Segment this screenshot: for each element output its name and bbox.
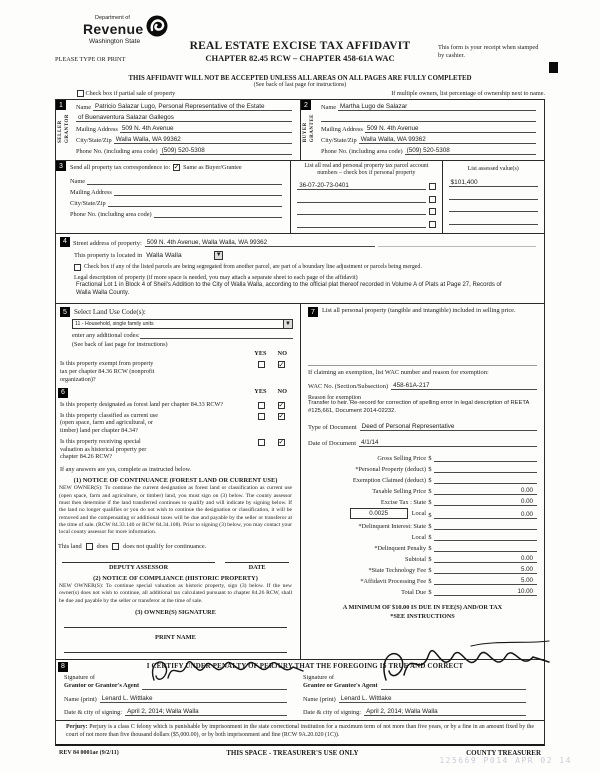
fee-row-total-due	[308, 585, 537, 596]
fee-row-processing-fee	[308, 574, 537, 585]
fee-value[interactable]	[434, 483, 537, 484]
fee-label: 0.0025 Local	[308, 508, 426, 519]
parcel-header: List all real and personal property tax parcel account numbers – check box if personal property	[304, 163, 429, 177]
exempt-yes-checkbox[interactable]	[258, 361, 265, 368]
deputy-assessor-label: DEPUTY ASSESSOR	[62, 562, 215, 571]
assessed-line-3[interactable]	[449, 204, 538, 212]
logo-revenue-text: Revenue	[83, 21, 144, 37]
exemption-divider	[308, 365, 537, 366]
grantee-date-city-label: Date & city of signing:	[303, 709, 362, 717]
print-name-line[interactable]	[64, 652, 287, 653]
dollar-sign: $	[428, 512, 432, 520]
fee-row-excise-local	[308, 506, 537, 519]
logo-dept-text: Department of	[95, 15, 130, 21]
perjury-notice	[56, 721, 544, 744]
checkmark-icon: ✓	[173, 162, 180, 172]
dollar-sign: $	[428, 488, 432, 496]
parcel-number-value[interactable]: 36-07-20-73-0401	[297, 182, 425, 190]
personal-property-column	[300, 304, 544, 659]
dollar-sign: $	[428, 567, 432, 575]
parcel-personal-checkbox-2[interactable]	[429, 196, 436, 203]
fee-label: Taxable Selling Price	[372, 488, 426, 496]
historic-no-checkbox[interactable]	[278, 439, 285, 446]
fee-row-gross	[308, 451, 537, 462]
assessed-value-column	[442, 161, 544, 233]
receipt-note: This form is your receipt when stamped by cashier.	[438, 44, 539, 59]
grantee-signature-block	[297, 674, 536, 716]
current-use-question: Is this property classified as current use (open space, farm and agricultural, or timber) land per chapter 84.34?	[60, 411, 158, 435]
grantor-date-city-label: Date & city of signing:	[64, 709, 123, 717]
fee-label: Excise Tax : State	[380, 499, 426, 507]
corr-city-value[interactable]	[108, 199, 283, 207]
minimum-due-note: A MINIMUM OF $10.00 IS DUE IN FEE(S) AND/OR TAX	[342, 604, 503, 612]
yes-header-6: YES	[254, 387, 267, 395]
fee-value[interactable]: 10.00	[434, 588, 537, 596]
send-correspondence-label: Send all property tax correspondence to:	[70, 164, 171, 172]
wac-number-label: WAC No. (Section/Subsection)	[308, 383, 389, 391]
grantee-name-print-value[interactable]: Lenard L. Wittlake	[339, 695, 526, 703]
corner-mark	[549, 62, 558, 73]
parcel-line-3[interactable]	[297, 207, 425, 215]
property-located-label: This property is located in	[74, 251, 143, 259]
buyer-city-label: City/State/Zip	[321, 137, 357, 145]
dollar-sign: $	[428, 578, 432, 586]
fee-value[interactable]	[434, 540, 537, 541]
wac-number-value[interactable]: 458-61A-217	[391, 382, 537, 390]
fee-value[interactable]	[434, 472, 537, 473]
land-use-title: Select Land Use Code(s):	[74, 308, 146, 317]
grantor-name-print-value[interactable]: Lenard L. Wittlake	[100, 695, 287, 703]
grantor-side-label: GRANTOR	[64, 114, 70, 144]
grantor-date-city-value[interactable]: April 2, 2014; Walla Walla	[125, 708, 287, 716]
reason-exemption-value[interactable]: Transfer to heir. Re-record for correction of spelling error in legal description of REETA #125,661, Document 2014-02232.	[308, 400, 530, 414]
county-treasurer-label: COUNTY TREASURER	[466, 749, 541, 758]
parcel-line-4[interactable]	[297, 220, 425, 228]
street-address-value[interactable]: 509 N. 4th Avenue, Walla Walla, WA 99362	[145, 239, 375, 247]
parcel-personal-checkbox-4[interactable]	[429, 221, 436, 228]
parcel-personal-checkbox-3[interactable]	[429, 208, 436, 215]
dollar-sign: $	[428, 545, 432, 553]
land-use-column	[56, 304, 300, 659]
local-rate-box[interactable]: 0.0025	[350, 508, 408, 519]
owners-signature-label: (3) OWNER(S) SIGNATURE	[135, 608, 216, 616]
buyer-name-line2-empty[interactable]	[321, 114, 536, 122]
fee-label: Exemption Claimed (deduct)	[352, 477, 426, 485]
assessed-header: List assessed value(s)	[467, 166, 519, 173]
grantee-side-label: GRANTEE	[309, 114, 315, 143]
land-use-dropdown[interactable]	[72, 319, 293, 329]
deputy-date-label: DATE	[225, 562, 289, 571]
chevron-down-icon: ▼	[215, 252, 222, 259]
land-use-dropdown-value: 11 - Household, single family units	[75, 321, 154, 328]
street-address-label: Street address of property:	[73, 239, 142, 247]
checkmark-icon: ✓	[278, 399, 285, 409]
seller-city-value[interactable]: Walla Walla, WA 99362	[114, 136, 292, 144]
assessed-line-2[interactable]	[449, 192, 538, 200]
buyer-side-label: BUYER	[303, 122, 308, 143]
buyer-name-value[interactable]: Martha Lugo de Salazar	[338, 103, 536, 111]
additional-codes-value[interactable]	[140, 332, 293, 339]
grantor-signature-label: Signature of Grantor or Grantor's Agent	[64, 673, 140, 690]
date-document-value[interactable]: 4/1/14	[359, 439, 537, 447]
forest-land-question: Is this property designated as forest land per chapter 84.33 RCW?	[60, 400, 224, 408]
corr-mailing-value[interactable]	[114, 188, 282, 196]
section-4-number: 4	[60, 237, 70, 247]
location-dropdown-button[interactable]	[214, 251, 223, 260]
print-name-label: PRINT NAME	[155, 633, 196, 641]
fee-label: Local	[411, 534, 426, 542]
this-land-label: This land	[58, 542, 82, 550]
grantee-signature-label: Signature of Grantee or Grantee's Agent	[303, 673, 378, 690]
fee-label: *Affidavit Processing Fee	[360, 578, 426, 586]
buyer-mailing-label: Mailing Address	[321, 126, 363, 134]
corr-mailing-label: Mailing Address	[70, 189, 112, 197]
fee-row-taxable	[308, 484, 537, 495]
seller-mailing-value[interactable]: 509 N. 4th Avenue	[120, 125, 292, 133]
historic-yes-checkbox[interactable]	[258, 439, 265, 446]
segregated-checkbox[interactable]	[74, 264, 81, 271]
property-located-value[interactable]: Walla Walla	[146, 251, 182, 259]
buyer-city-value[interactable]: Walla Walla, WA 99362	[359, 136, 536, 144]
fee-value[interactable]: 5.00	[434, 566, 537, 574]
notice-compliance-title: (2) NOTICE OF COMPLIANCE (HISTORIC PROPERTY)	[93, 574, 258, 582]
street-address-extra-line	[378, 239, 536, 247]
fee-row-technology-fee	[308, 563, 537, 574]
no-header-5: NO	[277, 350, 287, 358]
land-use-dropdown-button[interactable]	[283, 320, 292, 328]
certification-section	[56, 660, 544, 721]
dollar-sign: $	[428, 466, 432, 474]
multiple-owners-note: If multiple owners, list percentage of ownership next to name.	[391, 90, 545, 97]
notice-continuance-body: NEW OWNER(S): To continue the current designation as forest land or classification as current use (open space, farm and agriculture, or timber) land, you must sign on (3) below. The county assessor must then determine if the land transferred continues to qualify and will indicate by signing below. If the land no longer qualifies or you do not wish to continue the designation or classification, it will be removed and the compensating or additional taxes will be due and payable by the seller or transferor at the time of sale. (RCW 84.33.140 or RCW 84.34.108). Prior to signing (3) below, you may contact your local county assessor for more information.	[59, 485, 292, 536]
seller-name-value[interactable]: Patricio Salazar Lugo, Personal Representative of the Estate	[93, 103, 292, 111]
property-address-section	[56, 234, 544, 305]
fee-value[interactable]: 0.00	[434, 555, 537, 563]
corr-phone-value[interactable]	[154, 210, 283, 218]
corr-name-label: Name	[70, 178, 86, 186]
fee-row-delinquent-penalty	[308, 541, 537, 552]
fee-row-subtotal	[308, 552, 537, 563]
dollar-sign: $	[428, 455, 432, 463]
checkmark-icon: ✓	[278, 437, 285, 447]
fee-value[interactable]	[434, 461, 537, 462]
parcel-line-2[interactable]	[297, 195, 425, 203]
dollar-sign: $	[428, 556, 432, 564]
fee-value[interactable]	[434, 551, 537, 552]
section-3-number: 3	[56, 161, 66, 171]
fee-value[interactable]: 0.00	[434, 498, 537, 506]
section-5-number: 5	[60, 307, 70, 317]
section-1-number: 1	[56, 100, 66, 110]
no-header-6: NO	[277, 387, 287, 395]
assessed-value[interactable]: $101,400	[449, 179, 538, 187]
owners-signature-line[interactable]	[64, 627, 287, 628]
form-title: REAL ESTATE EXCISE TAX AFFIDAVIT	[189, 40, 411, 52]
chevron-down-icon: ▼	[285, 321, 291, 328]
fee-value[interactable]: 0.00	[434, 511, 537, 519]
seller-phone-label: Phone No. (including area code)	[76, 148, 158, 156]
does-not-checkbox[interactable]	[112, 543, 119, 550]
perjury-text: Perjury is a class C felony which is punishable by imprisonment in the state correctional institution for a maximum term of not more than five years, or by a fine in an amount fixed by the court of not more than five thousand dollars ($5,000.00), or by both imprisonment and fine (RCW 9A.20.020 (1C)).	[66, 724, 534, 739]
logo-state-text: Washington State	[89, 38, 141, 45]
fee-row-exemption-deduct	[308, 473, 537, 484]
revision-number: REV 84 0001ae (9/2/11)	[59, 750, 119, 757]
seller-phone-value[interactable]: (509) 520-5308	[160, 147, 292, 155]
fee-label: *Personal Property (deduct)	[355, 466, 426, 474]
buyer-grantee-section	[300, 100, 544, 160]
fee-label: Subtotal	[405, 556, 426, 564]
reason-exemption-label: Reason for exemption	[308, 395, 361, 402]
additional-codes-label: enter any additional codes:	[72, 332, 140, 340]
perjury-lead: Perjury:	[66, 724, 88, 731]
fee-label: *State Technology Fee	[368, 567, 426, 575]
exempt-no-checkbox[interactable]	[278, 361, 285, 368]
notice-continuance-title: (1) NOTICE OF CONTINUANCE (FOREST LAND OR CURRENT USE)	[73, 477, 278, 485]
dollar-sign: $	[428, 534, 432, 542]
segregated-label: Check box if any of the listed parcels are being segregated from another parcel, are part of a boundary line adjustment or parcels being merged.	[84, 264, 422, 271]
grantor-name-print-label: Name (print)	[64, 696, 97, 704]
seller-name-label: Name	[76, 104, 92, 112]
legal-description-value[interactable]: Fractional Lot 1 in Block 4 of Sheil's Addition to the City of Walla Walla, according to the official plat thereof recorded in Volume A of Plats at Page 27, Records of Walla Walla County.	[76, 281, 502, 296]
dollar-sign: $	[428, 477, 432, 485]
fee-table	[308, 451, 537, 596]
fee-row-delinquent-interest-state	[308, 519, 537, 530]
grantee-date-city-value[interactable]: April 2, 2014; Walla Walla	[364, 708, 526, 716]
grantee-name-print-label: Name (print)	[303, 696, 336, 704]
parcel-personal-checkbox-1[interactable]	[429, 183, 436, 190]
acceptance-notice: THIS AFFIDAVIT WILL NOT BE ACCEPTED UNLESS ALL AREAS ON ALL PAGES ARE FULLY COMPLETED	[128, 75, 472, 82]
see-instructions-note: *SEE INSTRUCTIONS	[390, 613, 455, 621]
exempt-question: Is this property exempt from property tax per chapter 84.36 RCW (nonprofit organization)?	[60, 360, 155, 383]
fee-label: *Delinquent Penalty	[374, 545, 426, 553]
legal-description-label: Legal description of property (if more space is needed, you may attach a separate sheet to each page of the affidavit)	[74, 274, 358, 281]
tax-correspondence-section	[56, 161, 544, 234]
see-back-note: (See back of last page for instructions)	[253, 82, 347, 88]
notice-compliance-body: NEW OWNER(S): To continue special valuation as historic property, sign (3) below. If the new owner(s) does not wish to continue, all additional tax calculated pursuant to chapter 84.26 RCW, shall be due and payable by the seller or transferor at the time of sale.	[59, 582, 292, 604]
seller-side-label: SELLER	[58, 120, 63, 144]
type-document-value[interactable]: Deed of Personal Representative	[360, 423, 537, 431]
fee-row-delinquent-interest-local	[308, 530, 537, 541]
section-7-number: 7	[308, 307, 318, 317]
grantor-signature-block	[58, 674, 297, 716]
does-label: does	[96, 542, 109, 550]
personal-property-label: List all personal property (tangible and intangible) included in selling price.	[322, 307, 516, 315]
grantor-signature-field[interactable]	[142, 676, 287, 690]
seller-mailing-label: Mailing Address	[76, 126, 118, 134]
treasurer-space-label: THIS SPACE - TREASURER'S USE ONLY	[226, 749, 359, 758]
form-subtitle: CHAPTER 82.45 RCW – CHAPTER 458-61A WAC	[205, 53, 395, 63]
fee-row-excise-state	[308, 495, 537, 506]
dollar-sign: $	[428, 589, 432, 597]
partial-sale-checkbox[interactable]	[77, 90, 84, 97]
current-use-yes-checkbox[interactable]	[258, 413, 265, 420]
yes-header-5: YES	[254, 350, 267, 358]
section-6-number: 6	[58, 388, 68, 398]
fee-value[interactable]: 5.00	[434, 577, 537, 585]
section-8-number: 8	[58, 662, 68, 672]
parcel-numbers-column	[290, 161, 441, 233]
seller-name-value-line2[interactable]: of Buenaventura Salazar Gallegos	[76, 114, 292, 122]
same-as-buyer-label: Same as Buyer/Grantee	[183, 164, 242, 172]
fee-value[interactable]: 0.00	[434, 487, 537, 495]
corr-name-value[interactable]	[87, 177, 282, 185]
forest-yes-checkbox[interactable]	[258, 402, 265, 409]
seller-city-label: City/State/Zip	[76, 137, 112, 145]
assessed-line-4[interactable]	[449, 217, 538, 225]
same-as-buyer-checkbox[interactable]	[173, 164, 180, 171]
fee-label: Gross Selling Price	[377, 455, 426, 463]
partial-sale-label: Check box if partial sale of property	[85, 90, 176, 97]
fee-row-personal-deduct	[308, 462, 537, 473]
form-header	[55, 12, 545, 74]
seller-grantor-section	[56, 100, 300, 160]
buyer-phone-value[interactable]: (509) 520-5308	[405, 147, 536, 155]
buyer-phone-label: Phone No. (including area code)	[321, 148, 403, 156]
fee-value[interactable]	[434, 529, 537, 530]
checkmark-icon: ✓	[278, 410, 285, 420]
partial-sale-row	[77, 90, 175, 97]
dollar-sign: $	[428, 499, 432, 507]
current-use-no-checkbox[interactable]	[278, 410, 285, 420]
does-checkbox[interactable]	[86, 543, 93, 550]
exemption-claim-label: If claiming an exemption, list WAC number and reason for exemption:	[308, 369, 489, 377]
does-not-label: does not qualify for continuance.	[123, 542, 207, 550]
please-type-label: PLEASE TYPE OR PRINT	[55, 56, 126, 63]
see-back-label-2: (See back of last page for instructions)	[72, 341, 168, 349]
buyer-mailing-value[interactable]: 509 N. 4th Avenue	[365, 125, 536, 133]
section-2-number: 2	[301, 100, 311, 110]
faint-treasurer-stamp: 125669 P014 APR 02 14	[439, 756, 572, 765]
revenue-swirl-icon	[145, 14, 169, 38]
fee-label: Total Due	[401, 589, 426, 597]
forest-no-checkbox[interactable]	[278, 399, 285, 409]
checkmark-icon: ✓	[278, 359, 285, 369]
historic-question: Is this property receiving special valuation as historical property per chapter 84.26 RCW?	[60, 437, 147, 461]
if-any-yes-note: If any answers are yes, complete as instructed below.	[60, 466, 192, 474]
certify-statement: I CERTIFY UNDER PENALTY OF PERJURY THAT THE FOREGOING IS TRUE AND CORRECT	[146, 663, 464, 671]
type-document-label: Type of Document	[308, 424, 357, 432]
dollar-sign: $	[428, 523, 432, 531]
corr-phone-label: Phone No. (including area code)	[70, 211, 152, 219]
buyer-name-label: Name	[321, 104, 337, 112]
corr-city-label: City/State/Zip	[70, 200, 106, 208]
grantee-signature-field[interactable]	[381, 676, 526, 690]
date-document-label: Date of Document	[308, 440, 357, 448]
fee-label: *Delinquent Interest: State	[358, 523, 426, 531]
